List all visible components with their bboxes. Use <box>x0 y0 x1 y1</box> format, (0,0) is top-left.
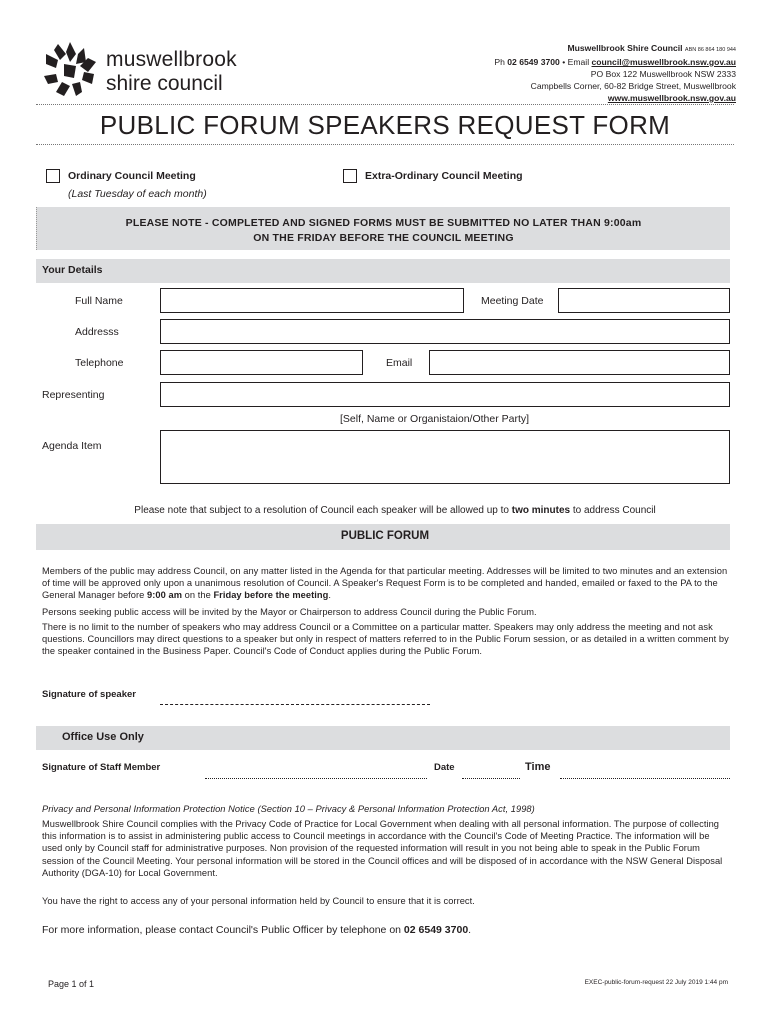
contact-note <box>42 924 471 936</box>
your-details-band <box>36 259 730 283</box>
date-label: Date <box>434 762 455 773</box>
pf-p1-day: Friday before the meeting <box>213 590 329 601</box>
speaker-signature-line[interactable] <box>160 704 430 705</box>
representing-label: Representing <box>42 389 105 401</box>
abn: ABN 86 864 180 944 <box>684 47 736 53</box>
time-label: Time <box>525 761 551 773</box>
ordinary-meeting-label: Ordinary Council Meeting <box>68 170 196 182</box>
page-number: Page 1 of 1 <box>48 979 95 989</box>
street-address: Campbells Corner, 60-82 Bridge Street, Muswellbrook <box>530 81 736 91</box>
meeting-date-label: Meeting Date <box>481 295 544 307</box>
contact-note-phone: 02 6549 3700 <box>403 924 469 936</box>
council-logo <box>40 40 250 98</box>
speaking-time-pre: Please note that subject to a resolution of Council each speaker will be allowed up to <box>134 505 512 516</box>
full-name-label: Full Name <box>75 295 123 307</box>
agenda-item-label: Agenda Item <box>42 440 102 452</box>
agenda-item-field[interactable] <box>160 430 730 484</box>
speaking-time-bold: two minutes <box>511 505 571 516</box>
website-link[interactable]: www.muswellbrook.nsw.gov.au <box>607 93 736 103</box>
extra-ordinary-meeting-checkbox[interactable] <box>343 169 357 183</box>
phone-number: 02 6549 3700 <box>507 57 560 67</box>
contact-note-text: For more information, please contact Council's Public Officer by telephone on <box>42 924 404 936</box>
email-label: Email <box>386 357 413 369</box>
email-link[interactable]: council@muswellbrook.nsw.gov.au <box>591 57 736 67</box>
address-field[interactable] <box>160 319 730 344</box>
submission-notice <box>36 207 730 250</box>
ordinary-meeting-note: (Last Tuesday of each month) <box>68 188 207 200</box>
representing-field[interactable] <box>160 382 730 407</box>
po-box: PO Box 122 Muswellbrook NSW 2333 <box>590 69 736 79</box>
email-prefix: • Email <box>562 57 590 67</box>
office-use-heading: Office Use Only <box>62 731 144 743</box>
address-label: Addresss <box>75 326 119 338</box>
document-reference: EXEC-public-forum-request 22 July 2019 1:44 pm <box>584 979 728 986</box>
ordinary-meeting-checkbox[interactable] <box>46 169 60 183</box>
privacy-heading: Privacy and Personal Information Protection Notice (Section 10 – Privacy & Personal Information Protection Act, 1998) <box>42 804 535 814</box>
notice-line1: PLEASE NOTE - COMPLETED AND SIGNED FORMS MUST BE SUBMITTED NO LATER THAN 9:00am <box>125 217 642 229</box>
pf-p1-time: 9:00 am <box>147 590 183 601</box>
phone-prefix: Ph <box>494 57 505 67</box>
telephone-label: Telephone <box>75 357 124 369</box>
pf-p1-end: . <box>328 590 331 601</box>
speaking-time-note <box>0 505 770 516</box>
telephone-field[interactable] <box>160 350 363 375</box>
contact-block <box>406 42 736 104</box>
logo-text-line2: shire council <box>106 72 223 95</box>
privacy-paragraph-1: Muswellbrook Shire Council complies with the Privacy Code of Practice for Local Government when dealing with all personal information. The purpose of collecting this information is to assist in administering public access to Council meetings in accordance with the Council's Code of Meeting Practice. The information will be used only by Council staff for administrative purposes. Non provision of the requested information will result in you not being able to speak in the Public Forum session of the Council Meeting. Your personal information will be stored in the Council offices and will be disposed of in accordance with the NSW General Disposal Authority (DGA-10) for Local Government. <box>42 819 723 878</box>
org-name: Muswellbrook Shire Council <box>567 43 683 53</box>
public-forum-paragraph-2: Persons seeking public access will be invited by the Mayor or Chairperson to address Council during the Public Forum. <box>42 607 537 617</box>
full-name-field[interactable] <box>160 288 464 313</box>
your-details-heading: Your Details <box>42 264 103 276</box>
contact-note-end: . <box>468 924 472 936</box>
public-forum-paragraph-1 <box>42 565 732 602</box>
public-forum-paragraph-3: There is no limit to the number of speakers who may address Council or a Committee on a particular matter. Speakers may only address the meeting and not ask questions. Councillors may direct questions to a speaker but only in respect of matters referred to in the Public Forum session, or as detailed in a written comment by the speaker contained in the Business Paper. Council's Code of Conduct applies during the Public Forum. <box>42 622 729 657</box>
page-title: PUBLIC FORUM SPEAKERS REQUEST FORM <box>99 110 671 140</box>
divider-title <box>36 144 734 145</box>
public-forum-heading: PUBLIC FORUM <box>340 530 430 542</box>
email-field[interactable] <box>429 350 730 375</box>
staff-signature-label: Signature of Staff Member <box>42 762 161 773</box>
pf-p1-text: Members of the public may address Council, on any matter listed in the Agenda for that particular meeting. Addresses will be limited to two minutes and an extension of time will be approved only upon a unanimous resolution of Council. A Speaker's Request Form is to be completed and handed, emailed or faxed to the PA to the General Manager before <box>42 566 728 601</box>
extra-ordinary-meeting-label: Extra-Ordinary Council Meeting <box>365 170 523 182</box>
meeting-date-field[interactable] <box>558 288 730 313</box>
speaker-signature-label: Signature of speaker <box>42 689 136 700</box>
privacy-paragraph-2: You have the right to access any of your personal information held by Council to ensure that it is correct. <box>42 896 475 906</box>
logo-text-line1: muswellbrook <box>106 48 237 71</box>
date-line[interactable] <box>462 778 520 779</box>
time-line[interactable] <box>560 778 730 779</box>
notice-line2: ON THE FRIDAY BEFORE THE COUNCIL MEETING <box>253 232 514 244</box>
star-logo-icon <box>40 40 102 102</box>
pf-p1-mid: on the <box>182 590 214 601</box>
speaking-time-post: to address Council <box>570 505 656 516</box>
staff-signature-line[interactable] <box>205 778 427 779</box>
divider-top <box>36 104 734 105</box>
representing-hint: [Self, Name or Organistaion/Other Party] <box>340 413 530 425</box>
